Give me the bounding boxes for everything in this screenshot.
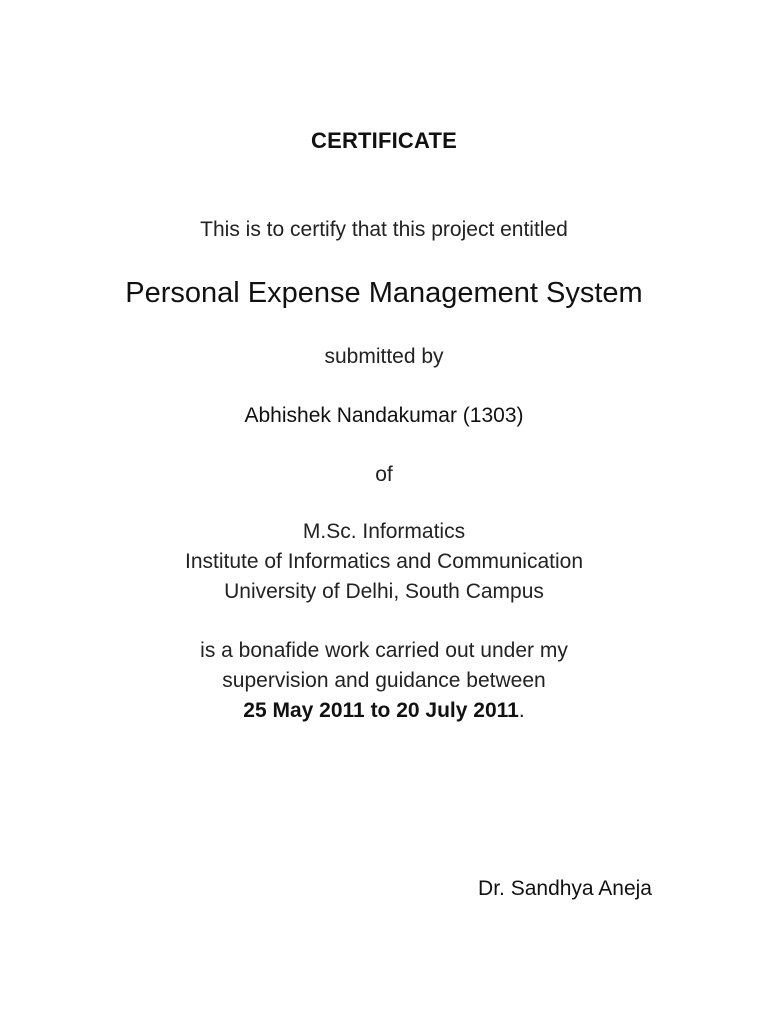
university-name: University of Delhi, South Campus	[224, 580, 544, 603]
certification-intro: This is to certify that this project entitled	[200, 218, 568, 241]
program-name: M.Sc. Informatics	[302, 520, 466, 543]
supervisor-name: Dr. Sandhya Aneja	[478, 877, 652, 900]
student-name: Abhishek Nandakumar (1303)	[244, 404, 524, 427]
submitted-by-label: submitted by	[324, 345, 444, 368]
certificate-heading: CERTIFICATE	[310, 128, 457, 153]
date-period: .	[518, 699, 525, 722]
statement-line-2: supervision and guidance between	[222, 669, 546, 692]
date-range: 25 May 2011 to 20 July 2011	[243, 699, 519, 722]
project-duration	[0, 699, 768, 723]
of-label: of	[375, 463, 393, 486]
statement-line-1: is a bonafide work carried out under my	[200, 639, 568, 662]
project-title: Personal Expense Management System	[125, 277, 643, 309]
institute-name: Institute of Informatics and Communication	[184, 550, 583, 573]
